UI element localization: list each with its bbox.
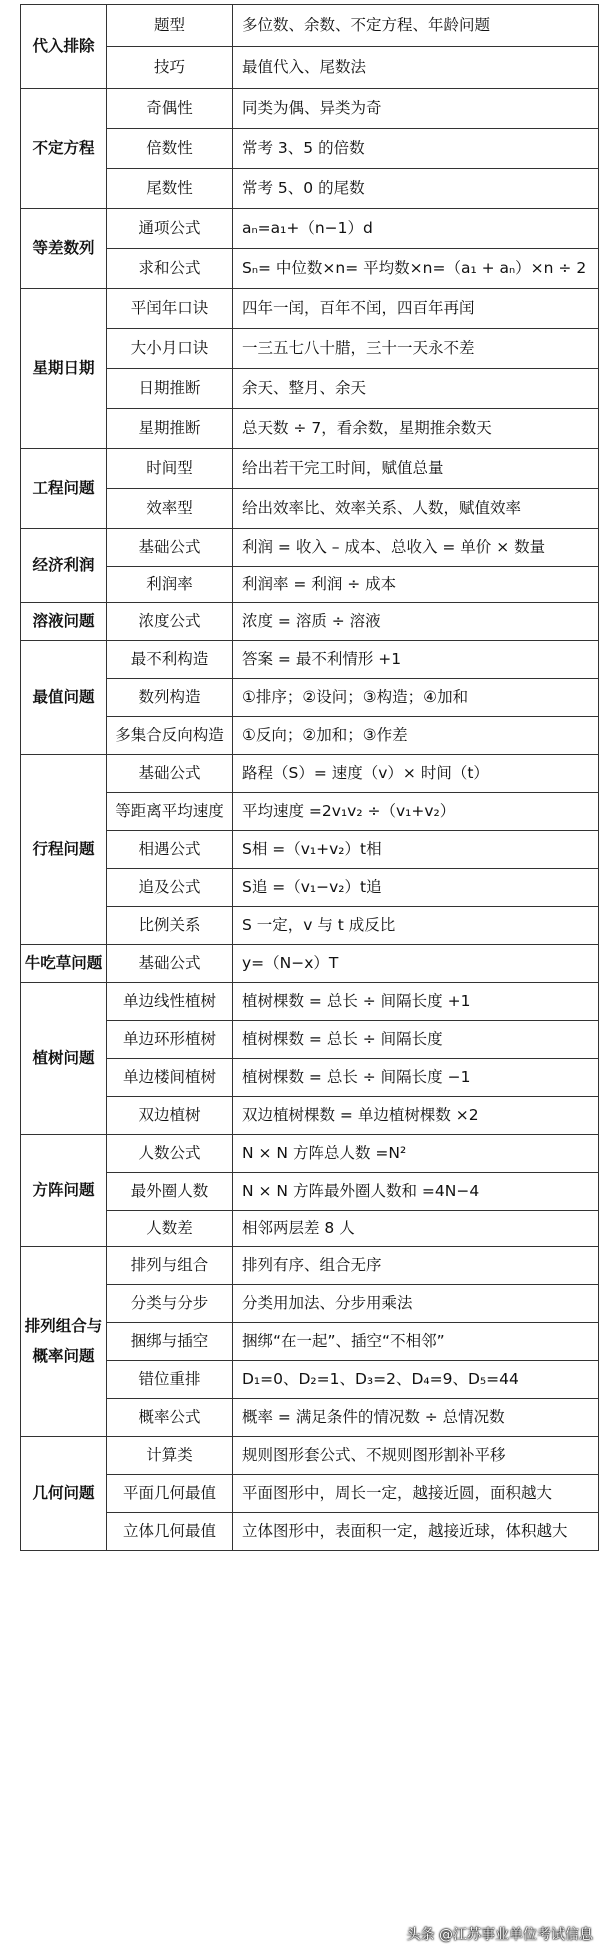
table-row xyxy=(21,793,599,831)
subtopic-cell: 技巧 xyxy=(107,47,233,89)
table-row xyxy=(21,409,599,449)
subtopic-cell: 倍数性 xyxy=(107,129,233,169)
formula-cell: 分类用加法、分步用乘法 xyxy=(233,1285,599,1323)
table-row xyxy=(21,1173,599,1211)
formula-cell: ①排序；②设问；③构造；④加和 xyxy=(233,679,599,717)
formula-cell: 一三五七八十腊，三十一天永不差 xyxy=(233,329,599,369)
table-row xyxy=(21,5,599,47)
subtopic-cell: 基础公式 xyxy=(107,755,233,793)
table-row xyxy=(21,449,599,489)
table-row xyxy=(21,1513,599,1551)
subtopic-cell: 分类与分步 xyxy=(107,1285,233,1323)
formula-cell: D₁=0、D₂=1、D₃=2、D₄=9、D₅=44 xyxy=(233,1361,599,1399)
category-cell: 几何问题 xyxy=(21,1437,107,1551)
subtopic-cell: 星期推断 xyxy=(107,409,233,449)
subtopic-cell: 利润率 xyxy=(107,567,233,603)
formula-cell: 排列有序、组合无序 xyxy=(233,1247,599,1285)
subtopic-cell: 最外圈人数 xyxy=(107,1173,233,1211)
subtopic-cell: 平面几何最值 xyxy=(107,1475,233,1513)
category-cell: 工程问题 xyxy=(21,449,107,529)
subtopic-cell: 相遇公式 xyxy=(107,831,233,869)
subtopic-cell: 单边环形植树 xyxy=(107,1021,233,1059)
subtopic-cell: 人数差 xyxy=(107,1211,233,1247)
formula-cell: 利润 = 收入 – 成本、总收入 = 单价 × 数量 xyxy=(233,529,599,567)
table-row xyxy=(21,1211,599,1247)
formula-cell: Sₙ= 中位数×n= 平均数×n=（a₁ + aₙ）×n ÷ 2 xyxy=(233,249,599,289)
subtopic-cell: 人数公式 xyxy=(107,1135,233,1173)
formula-cell: 立体图形中，表面积一定，越接近球，体积越大 xyxy=(233,1513,599,1551)
formula-cell: 给出效率比、效率关系、人数，赋值效率 xyxy=(233,489,599,529)
subtopic-cell: 浓度公式 xyxy=(107,603,233,641)
formula-cell: 概率 = 满足条件的情况数 ÷ 总情况数 xyxy=(233,1399,599,1437)
table-row xyxy=(21,567,599,603)
subtopic-cell: 比例关系 xyxy=(107,907,233,945)
formula-cell: 植树棵数 = 总长 ÷ 间隔长度 +1 xyxy=(233,983,599,1021)
table-row xyxy=(21,1437,599,1475)
subtopic-cell: 追及公式 xyxy=(107,869,233,907)
formula-cell: 最值代入、尾数法 xyxy=(233,47,599,89)
subtopic-cell: 通项公式 xyxy=(107,209,233,249)
subtopic-cell: 等距离平均速度 xyxy=(107,793,233,831)
subtopic-cell: 题型 xyxy=(107,5,233,47)
formula-cell: S相 =（v₁+v₂）t相 xyxy=(233,831,599,869)
formula-cell: 答案 = 最不利情形 +1 xyxy=(233,641,599,679)
table-row xyxy=(21,945,599,983)
formula-cell: 余天、整月、余天 xyxy=(233,369,599,409)
category-cell: 最值问题 xyxy=(21,641,107,755)
subtopic-cell: 最不利构造 xyxy=(107,641,233,679)
table-row xyxy=(21,1021,599,1059)
subtopic-cell: 效率型 xyxy=(107,489,233,529)
formula-cell: 平均速度 =2v₁v₂ ÷（v₁+v₂） xyxy=(233,793,599,831)
formula-cell: N × N 方阵最外圈人数和 =4N−4 xyxy=(233,1173,599,1211)
formula-cell: 捆绑“在一起”、插空“不相邻” xyxy=(233,1323,599,1361)
category-cell: 溶液问题 xyxy=(21,603,107,641)
formula-table-body xyxy=(21,5,599,1551)
table-row xyxy=(21,47,599,89)
subtopic-cell: 奇偶性 xyxy=(107,89,233,129)
table-row xyxy=(21,289,599,329)
table-row xyxy=(21,1059,599,1097)
formula-cell: 常考 3、5 的倍数 xyxy=(233,129,599,169)
table-row xyxy=(21,1399,599,1437)
table-row xyxy=(21,717,599,755)
subtopic-cell: 日期推断 xyxy=(107,369,233,409)
category-cell: 不定方程 xyxy=(21,89,107,209)
subtopic-cell: 计算类 xyxy=(107,1437,233,1475)
category-cell: 排列组合与概率问题 xyxy=(21,1247,107,1437)
table-row xyxy=(21,831,599,869)
table-row xyxy=(21,169,599,209)
subtopic-cell: 基础公式 xyxy=(107,945,233,983)
formula-cell: 平面图形中，周长一定，越接近圆，面积越大 xyxy=(233,1475,599,1513)
table-row xyxy=(21,603,599,641)
category-cell: 等差数列 xyxy=(21,209,107,289)
table-row xyxy=(21,89,599,129)
category-cell: 经济利润 xyxy=(21,529,107,603)
table-row xyxy=(21,1475,599,1513)
formula-cell: 给出若干完工时间，赋值总量 xyxy=(233,449,599,489)
formula-cell: 路程（S）= 速度（v）× 时间（t） xyxy=(233,755,599,793)
formula-cell: 规则图形套公式、不规则图形割补平移 xyxy=(233,1437,599,1475)
formula-cell: 同类为偶、异类为奇 xyxy=(233,89,599,129)
formula-cell: 四年一闰，百年不闰，四百年再闰 xyxy=(233,289,599,329)
subtopic-cell: 时间型 xyxy=(107,449,233,489)
subtopic-cell: 求和公式 xyxy=(107,249,233,289)
subtopic-cell: 立体几何最值 xyxy=(107,1513,233,1551)
table-row xyxy=(21,489,599,529)
subtopic-cell: 单边线性植树 xyxy=(107,983,233,1021)
table-row xyxy=(21,249,599,289)
table-row xyxy=(21,1361,599,1399)
table-row xyxy=(21,329,599,369)
table-row xyxy=(21,1247,599,1285)
subtopic-cell: 平闰年口诀 xyxy=(107,289,233,329)
subtopic-cell: 数列构造 xyxy=(107,679,233,717)
subtopic-cell: 错位重排 xyxy=(107,1361,233,1399)
category-cell: 代入排除 xyxy=(21,5,107,89)
formula-cell: 双边植树棵数 = 单边植树棵数 ×2 xyxy=(233,1097,599,1135)
category-cell: 方阵问题 xyxy=(21,1135,107,1247)
formula-cell: S 一定，v 与 t 成反比 xyxy=(233,907,599,945)
table-row xyxy=(21,641,599,679)
subtopic-cell: 排列与组合 xyxy=(107,1247,233,1285)
formula-cell: S追 =（v₁−v₂）t追 xyxy=(233,869,599,907)
subtopic-cell: 多集合反向构造 xyxy=(107,717,233,755)
table-row xyxy=(21,529,599,567)
formula-cell: 常考 5、0 的尾数 xyxy=(233,169,599,209)
formula-cell: 植树棵数 = 总长 ÷ 间隔长度 −1 xyxy=(233,1059,599,1097)
subtopic-cell: 基础公式 xyxy=(107,529,233,567)
table-row xyxy=(21,209,599,249)
category-cell: 星期日期 xyxy=(21,289,107,449)
subtopic-cell: 捆绑与插空 xyxy=(107,1323,233,1361)
table-row xyxy=(21,129,599,169)
category-cell: 牛吃草问题 xyxy=(21,945,107,983)
formula-cell: 浓度 = 溶质 ÷ 溶液 xyxy=(233,603,599,641)
subtopic-cell: 尾数性 xyxy=(107,169,233,209)
table-row xyxy=(21,755,599,793)
formula-table xyxy=(20,4,599,1551)
table-row xyxy=(21,983,599,1021)
formula-cell: 多位数、余数、不定方程、年龄问题 xyxy=(233,5,599,47)
category-cell: 植树问题 xyxy=(21,983,107,1135)
table-row xyxy=(21,1097,599,1135)
formula-cell: N × N 方阵总人数 =N² xyxy=(233,1135,599,1173)
table-row xyxy=(21,1285,599,1323)
formula-cell: ①反向；②加和；③作差 xyxy=(233,717,599,755)
subtopic-cell: 大小月口诀 xyxy=(107,329,233,369)
table-row xyxy=(21,1323,599,1361)
table-row xyxy=(21,869,599,907)
formula-cell: 相邻两层差 8 人 xyxy=(233,1211,599,1247)
table-row xyxy=(21,907,599,945)
subtopic-cell: 单边楼间植树 xyxy=(107,1059,233,1097)
table-row xyxy=(21,369,599,409)
table-row xyxy=(21,1135,599,1173)
table-row xyxy=(21,679,599,717)
formula-cell: 利润率 = 利润 ÷ 成本 xyxy=(233,567,599,603)
subtopic-cell: 概率公式 xyxy=(107,1399,233,1437)
subtopic-cell: 双边植树 xyxy=(107,1097,233,1135)
watermark-text: 头条 @江苏事业单位考试信息 xyxy=(406,1927,593,1943)
formula-cell: y=（N−x）T xyxy=(233,945,599,983)
formula-cell: aₙ=a₁+（n−1）d xyxy=(233,209,599,249)
formula-cell: 植树棵数 = 总长 ÷ 间隔长度 xyxy=(233,1021,599,1059)
formula-table-container xyxy=(20,4,598,1551)
formula-cell: 总天数 ÷ 7，看余数，星期推余数天 xyxy=(233,409,599,449)
category-cell: 行程问题 xyxy=(21,755,107,945)
